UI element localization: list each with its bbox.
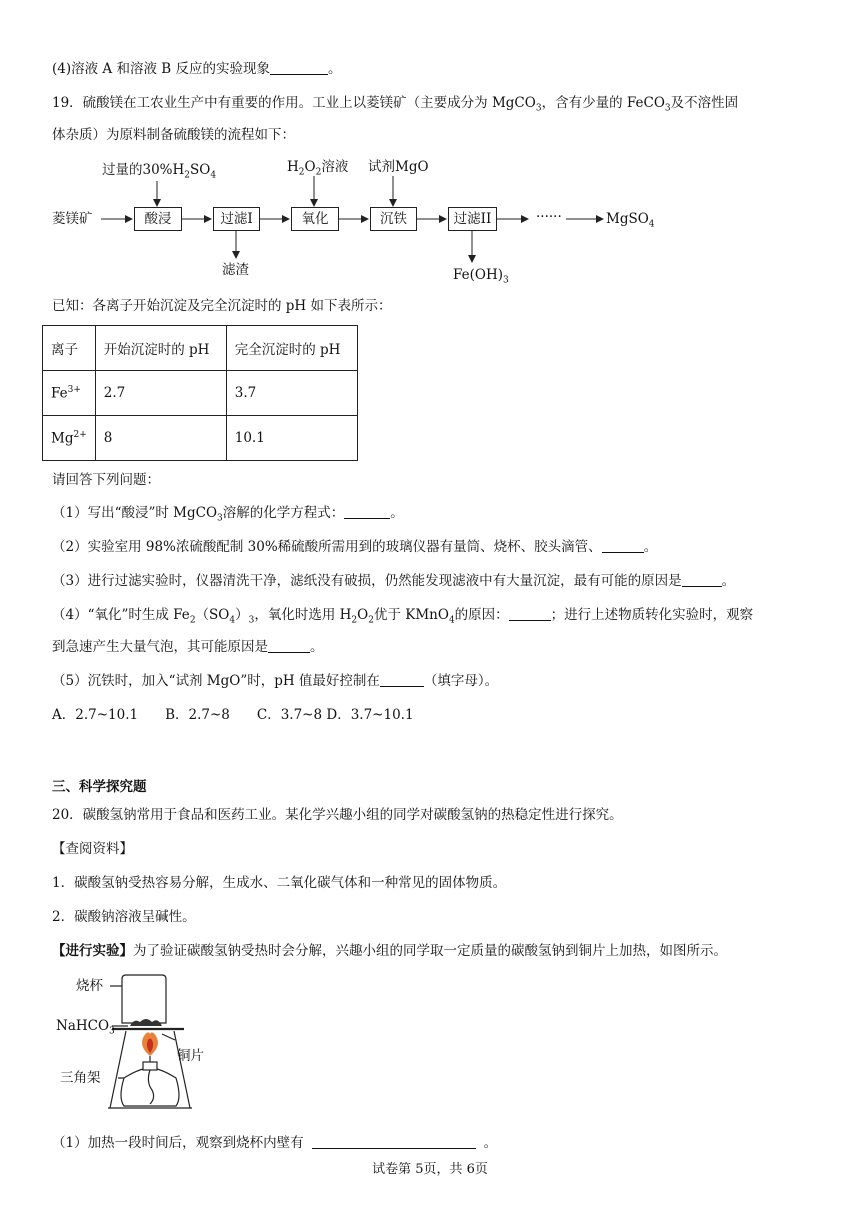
flow-ellipsis: ······ (536, 209, 562, 225)
section-title: 三、科学探究题 (52, 779, 147, 795)
label-beaker: 烧杯 (76, 978, 103, 994)
q19-part2: （2）实验室用 98%浓硫酸配制 30%稀硫酸所需用到的玻璃仪器有量筒、烧杯、胶头滴管、 。 (52, 539, 658, 555)
q19-part4-line1: （4）“氧化”时生成 $Fe_2(SO_4)_3$，氧化时选用 $H_2O_2$优于 KMnO$_4$的原因： ；进行上述物质转化实验时，观察 (52, 607, 754, 626)
flow-step-iron-precip: 沉铁 (370, 207, 417, 231)
flow-step-filter-1: 过滤I (213, 207, 260, 231)
q19-part5: （5）沉铁时，加入“试剂 MgO”时，pH 值最好控制在 （填字母）。 (52, 673, 499, 689)
q19-part4-line2: 到急速产生大量气泡，其可能原因是 。 (52, 639, 324, 655)
flow-end-product: MgSO$_4$ (606, 211, 655, 230)
label-copper-plate: 铜片 (177, 1048, 204, 1064)
q19-part3: （3）进行过滤实验时，仪器清洗干净，滤纸没有破损，仍然能发现滤液中有大量沉淀，最有可能的原因是 。 (52, 573, 736, 589)
flow-start-label: 菱镁矿 (52, 211, 93, 227)
page-footer: 试卷第 5页，共 6页 (372, 1162, 488, 1177)
table-header: 离子 (43, 326, 96, 371)
q20-info-2: 2．碳酸钠溶液呈碱性。 (52, 909, 196, 925)
q20-part1: （1）加热一段时间后，观察到烧杯内壁有 。 (52, 1135, 498, 1151)
flow-step-oxidation: 氧化 (291, 207, 339, 231)
table-header: 完全沉淀时的 pH (226, 326, 357, 371)
q19-known: 已知：各离子开始沉淀及完全沉淀时的 pH 如下表所示： (52, 298, 392, 314)
q20-experiment: 【进行实验】为了验证碳酸氢钠受热时会分解，兴趣小组的同学取一定质量的碳酸氢钠到铜片上加热，如图所示。 (52, 943, 727, 959)
answer-blank[interactable] (312, 1134, 476, 1149)
start-ph-cell: 8 (95, 416, 226, 461)
label-nahco3: NaHCO$_3$ (56, 1018, 115, 1037)
complete-ph-cell: 3.7 (226, 371, 357, 416)
flow-step-filter-2: 过滤II (448, 207, 497, 231)
complete-ph-cell: 10.1 (226, 416, 357, 461)
label-tripod: 三角架 (60, 1070, 101, 1086)
q19-options: A．2.7~10.1 B．2.7~8 C．3.7~8 D．3.7~10.1 (52, 707, 414, 723)
q19-part1: （1）写出“酸浸”时 MgCO$_3$溶解的化学方程式： 。 (52, 505, 404, 524)
q20-stem: 20．碳酸氢钠常用于食品和医药工业。某化学兴趣小组的同学对碳酸氢钠的热稳定性进行探究。 (52, 807, 623, 823)
byproduct-residue: 滤渣 (222, 262, 249, 278)
flow-step-acid-leach: 酸浸 (134, 207, 182, 231)
table-header: 开始沉淀时的 pH (95, 326, 226, 371)
q18-part4: (4)溶液 A 和溶液 B 反应的实验现象 。 (52, 61, 342, 77)
ion-cell: $Fe^{3+}$ (43, 371, 96, 416)
reagent-mgo: 试剂MgO (368, 159, 429, 175)
q19-ask: 请回答下列问题： (52, 472, 160, 488)
start-ph-cell: 2.7 (95, 371, 226, 416)
byproduct-iron-hydroxide: $Fe(OH)_3$ (453, 267, 509, 286)
reagent-sulfuric-acid: 过量的$30\%H_2SO_4$ (102, 162, 217, 181)
q20-heading-research: 【查阅资料】 (52, 841, 133, 857)
ion-cell: $Mg^{2+}$ (43, 416, 96, 461)
q19-stem-line2: 体杂质）为原料制备硫酸镁的流程如下： (52, 127, 295, 143)
q20-info-1: 1．碳酸氢钠受热容易分解，生成水、二氧化碳气体和一种常见的固体物质。 (52, 875, 507, 891)
reagent-hydrogen-peroxide: $H_2O_2$溶液 (287, 159, 349, 178)
q19-stem-line1: 19．硫酸镁在工农业生产中有重要的作用。工业上以菱镁矿（主要成分为 MgCO$_3$，含有少量的 FeCO$_3$及不溶性固 (52, 95, 739, 114)
